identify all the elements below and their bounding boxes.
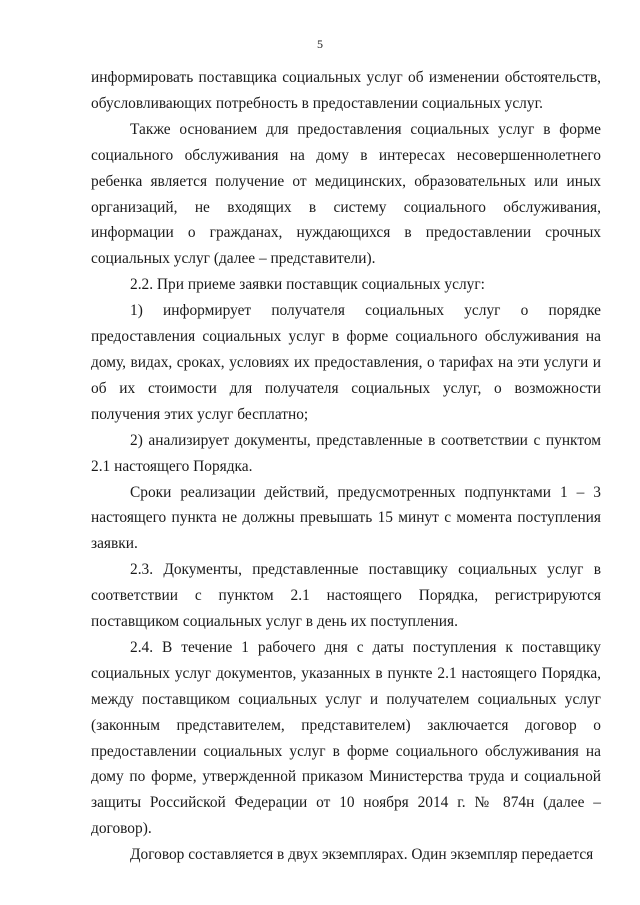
paragraph: Также основанием для предоставления социальных услуг в форме социального обслуживания на дому в интересах несовершеннолетнего ребенка является получение от медицинских, образовательных или иных организаций, не входящих в систему социального обслуживания, информации о гражданах, нуждающихся в предоставлении срочных социальных услуг (далее – представители). bbox=[91, 120, 601, 268]
paragraph: 2.4. В течение 1 рабочего дня с даты поступления к поставщику социальных услуг документов, указанных в пункте 2.1 настоящего Порядка, между поставщиком социальных услуг и получателем социальных услуг (законным представителем, представителем) заключается договор о предоставлении социальных услуг в форме социального обслуживания на дому по форме, утвержденной приказом Министерства труда и социальной защиты Российской Федерации от 10 ноября 2014 г. № 874н (далее – договор). bbox=[91, 638, 601, 838]
page-number: 5 bbox=[317, 37, 323, 51]
paragraph: 2) анализирует документы, представленные в соответствии с пунктом 2.1 настоящего Порядка. bbox=[91, 431, 601, 475]
paragraph: Договор составляется в двух экземплярах. Один экземпляр передается bbox=[130, 846, 594, 864]
paragraph: информировать поставщика социальных услуг об изменении обстоятельств, обусловливающих потребность в предоставлении социальных услуг. bbox=[91, 69, 601, 112]
paragraph: 1) информирует получателя социальных услуг о порядке предоставления социальных услуг в форме социального обслуживания на дому, видах, сроках, условиях их предоставления, о тарифах на эти услуги и об их стоимости для получателя социальных услуг, о возможности получения этих услуг бесплатно; bbox=[91, 302, 601, 423]
paragraph: 2.2. При приеме заявки поставщик социальных услуг: bbox=[130, 276, 485, 294]
paragraph: Сроки реализации действий, предусмотренных подпунктами 1 – 3 настоящего пункта не должны превышать 15 минут с момента поступления заявки. bbox=[91, 483, 601, 553]
document-body bbox=[91, 65, 601, 868]
paragraph: 2.3. Документы, представленные поставщику социальных услуг в соответствии с пунктом 2.1 настоящего Порядка, регистрируются поставщиком социальных услуг в день их поступления. bbox=[91, 561, 601, 631]
